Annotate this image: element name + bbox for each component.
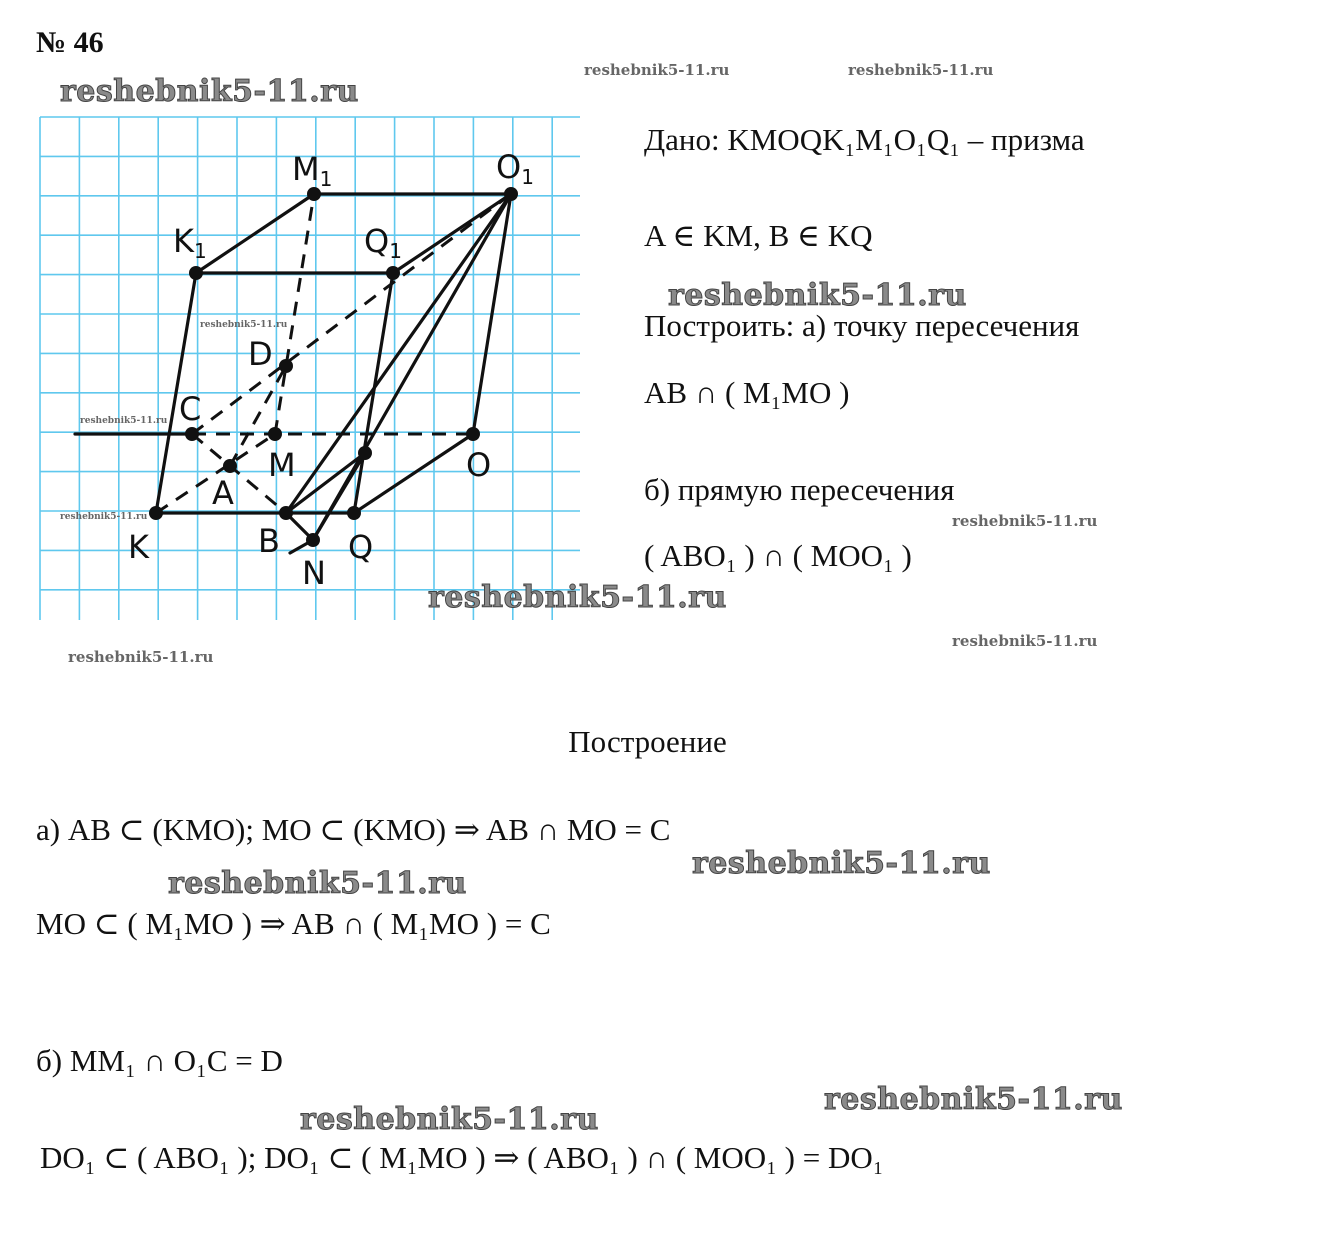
- watermark: reshebnik5-11.ru: [952, 632, 1098, 650]
- watermark: reshebnik5-11.ru: [68, 648, 214, 666]
- label-b: B: [258, 522, 280, 560]
- label-m: M: [268, 446, 296, 484]
- point-k: [149, 506, 163, 520]
- label-a: A: [212, 474, 234, 512]
- given-points: A ∈ KM, B ∈ KQ: [644, 218, 873, 253]
- task-a-expression: AB ∩ ( M₁MO ): [644, 375, 850, 410]
- line-b-p: [286, 453, 365, 513]
- point-q1: [386, 266, 400, 280]
- watermark: reshebnik5-11.ru: [80, 416, 168, 426]
- point-q: [347, 506, 361, 520]
- point-o1: [504, 187, 518, 201]
- point-c: [185, 427, 199, 441]
- watermark: reshebnik5-11.ru: [952, 512, 1098, 530]
- label-k: K: [128, 528, 149, 566]
- task-a-heading: Построить: а) точку пересечения: [644, 308, 1080, 343]
- label-c: C: [179, 390, 202, 428]
- watermark: reshebnik5-11.ru: [692, 846, 991, 881]
- watermark: reshebnik5-11.ru: [300, 1102, 599, 1137]
- watermark: reshebnik5-11.ru: [60, 512, 148, 522]
- construction-a-line1: а) AB ⊂ (KMO); MO ⊂ (KMO) ⇒ AB ∩ MO = C: [36, 812, 671, 847]
- watermark: reshebnik5-11.ru: [200, 320, 288, 330]
- watermark: reshebnik5-11.ru: [668, 278, 967, 313]
- watermark: reshebnik5-11.ru: [428, 580, 727, 615]
- point-b: [279, 506, 293, 520]
- watermark: reshebnik5-11.ru: [168, 866, 467, 901]
- label-k1: K1: [173, 222, 207, 263]
- construction-b-line1: б) MM₁ ∩ O₁C = D: [36, 1043, 283, 1078]
- point-k1: [189, 266, 203, 280]
- construction-a-line2: MO ⊂ ( M₁MO ) ⇒ AB ∩ ( M₁MO ) = C: [36, 906, 551, 941]
- edge-k1-m1: [196, 194, 314, 273]
- point-d: [279, 359, 293, 373]
- label-n: N: [302, 554, 326, 592]
- construction-b-line2: DO₁ ⊂ ( ABO₁ ); DO₁ ⊂ ( M₁MO ) ⇒ ( ABO₁ ) ∩ ( MOO₁ ) = DO₁: [40, 1140, 884, 1175]
- label-q: Q: [348, 528, 374, 566]
- point-a: [223, 459, 237, 473]
- point-n: [306, 533, 320, 547]
- label-o1: O1: [496, 148, 534, 189]
- watermark: reshebnik5-11.ru: [60, 74, 359, 109]
- watermark: reshebnik5-11.ru: [848, 61, 994, 79]
- label-m1: M1: [292, 150, 333, 191]
- point-m: [268, 427, 282, 441]
- problem-number: № 46: [36, 26, 104, 59]
- construction-heading: Построение: [568, 724, 727, 759]
- given-prism: Дано: KMOQK₁M₁O₁Q₁ – призма: [644, 122, 1085, 157]
- watermark: reshebnik5-11.ru: [584, 61, 730, 79]
- task-b-heading: б) прямую пересечения: [644, 472, 955, 507]
- point-o: [466, 427, 480, 441]
- point-p: [358, 446, 372, 460]
- watermark: reshebnik5-11.ru: [824, 1082, 1123, 1117]
- label-q1: Q1: [364, 222, 402, 263]
- label-d: D: [248, 335, 273, 373]
- edge-q-o: [354, 434, 473, 513]
- task-b-expression: ( ABO₁ ) ∩ ( MOO₁ ): [644, 538, 912, 573]
- label-o: O: [466, 446, 492, 484]
- edge-q1-o1: [393, 194, 511, 273]
